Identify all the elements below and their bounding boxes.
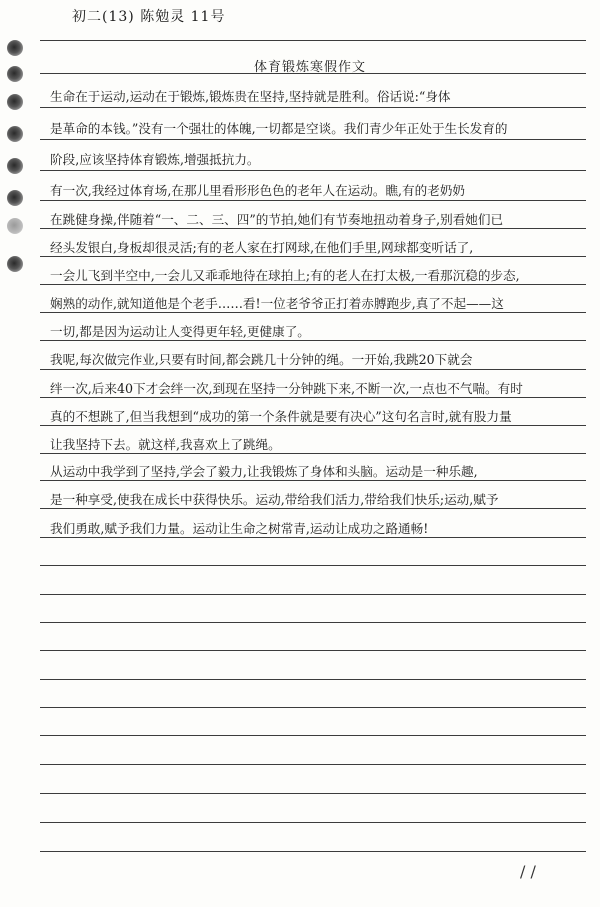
ruled-line: [40, 170, 586, 171]
ruled-line: [40, 565, 586, 566]
essay-line: 真的不想跳了,但当我想到“成功的第一个条件就是要有决心”这句名言时,就有股力量: [50, 409, 512, 424]
ruled-line: [40, 256, 586, 257]
ruled-line: [40, 369, 586, 370]
ruled-line: [40, 707, 586, 708]
essay-line: 生命在于运动,运动在于锻炼,锻炼贵在坚持,坚持就是胜利。俗话说:“身体: [50, 89, 451, 104]
ruled-line: [40, 453, 586, 454]
ruled-line: [40, 107, 586, 108]
ruled-line: [40, 594, 586, 595]
ruled-line: [40, 764, 586, 765]
ruled-line: [40, 822, 586, 823]
essay-line: 经头发银白,身板却很灵活;有的老人家在打网球,在他们手里,网球都变听话了,: [50, 240, 474, 255]
binder-hole-icon: [7, 40, 23, 56]
ruled-line: [40, 139, 586, 140]
ruled-line: [40, 425, 586, 426]
essay-line: 我呢,每次做完作业,只要有时间,都会跳几十分钟的绳。一开始,我跳20下就会: [50, 352, 473, 367]
ruled-line: [40, 397, 586, 398]
binder-hole-icon: [7, 94, 23, 110]
ruled-line: [40, 312, 586, 313]
ruled-line: [40, 650, 586, 651]
footer-marks: / /: [520, 862, 536, 881]
ruled-line: [40, 200, 586, 201]
ruled-line: [40, 284, 586, 285]
binder-hole-icon: [7, 158, 23, 174]
essay-line: 阶段,应该坚持体育锻炼,增强抵抗力。: [50, 152, 260, 167]
ruled-line: [40, 735, 586, 736]
ruled-line: [40, 622, 586, 623]
essay-line: 在跳健身操,伴随着“一、二、三、四”的节拍,她们有节奏地扭动着身子,别看她们已: [50, 212, 504, 227]
ruled-line: [40, 851, 586, 852]
ruled-line: [40, 537, 586, 538]
ruled-line: [40, 340, 586, 341]
binder-hole-icon: [7, 256, 23, 272]
essay-line: 绊一次,后来40下才会绊一次,到现在坚持一分钟跳下来,不断一次,一点也不气喘。有时: [50, 381, 523, 396]
essay-line: 是革命的本钱。”没有一个强壮的体魄,一切都是空谈。我们青少年正处于生长发育的: [50, 121, 508, 136]
essay-title: 体育锻炼寒假作文: [254, 60, 367, 75]
binder-hole-icon: [7, 126, 23, 142]
ruled-line: [40, 228, 586, 229]
essay-line: 是一种享受,使我在成长中获得快乐。运动,带给我们活力,带给我们快乐;运动,赋予: [50, 492, 499, 507]
essay-line: 一会儿飞到半空中,一会儿又乖乖地待在球拍上;有的老人在打太极,一看那沉稳的步态,: [50, 268, 520, 283]
binder-hole-icon: [7, 66, 23, 82]
student-info: 初二(13) 陈勉灵 11号: [72, 9, 226, 25]
binder-hole-icon: [7, 218, 23, 234]
ruled-line: [40, 679, 586, 680]
essay-line: 我们勇敢,赋予我们力量。运动让生命之树常青,运动让成功之路通畅!: [50, 521, 429, 536]
binder-hole-icon: [7, 190, 23, 206]
essay-line: 娴熟的动作,就知道他是个老手……看!一位老爷爷正打着赤膊跑步,真了不起——这: [50, 296, 504, 311]
ruled-line: [40, 40, 586, 41]
essay-line: 让我坚持下去。就这样,我喜欢上了跳绳。: [50, 437, 281, 452]
essay-line: 有一次,我经过体育场,在那儿里看形形色色的老年人在运动。瞧,有的老奶奶: [50, 183, 466, 198]
essay-line: 一切,都是因为运动让人变得更年轻,更健康了。: [50, 324, 310, 339]
ruled-line: [40, 793, 586, 794]
ruled-line: [40, 508, 586, 509]
essay-line: 从运动中我学到了坚持,学会了毅力,让我锻炼了身体和头脑。运动是一种乐趣,: [50, 464, 478, 479]
ruled-line: [40, 480, 586, 481]
